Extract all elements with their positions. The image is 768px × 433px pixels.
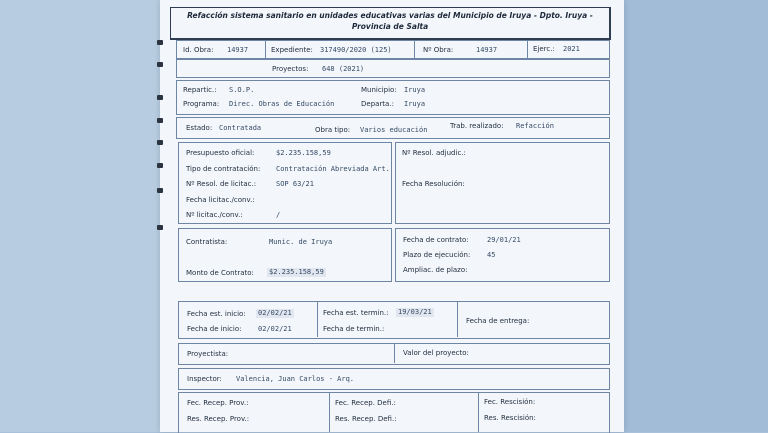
res-recep-defi-label: Res. Recep. Defi.: — [335, 415, 397, 423]
trab-realizado-value: Refacción — [516, 122, 554, 130]
document-title: Refacción sistema sanitario en unidades educativas varias del Municipio de Iruya - Dpto. Iruya - Provincia de Salta — [170, 7, 611, 40]
expediente-label: Expediente: — [271, 46, 313, 54]
departa-label: Departa.: — [361, 100, 394, 108]
binder-hole-mark — [157, 140, 163, 145]
binder-hole-mark — [157, 118, 163, 123]
tipo-contratacion-label: Tipo de contratación: — [186, 165, 261, 173]
fecha-est-inicio-value: 02/02/21 — [258, 309, 292, 317]
inspector-label: Inspector: — [187, 375, 222, 383]
fecha-est-termin-label: Fecha est. termin.: — [323, 309, 389, 317]
divider — [394, 343, 395, 363]
resol-licitac-label: Nº Resol. de licitac.: — [186, 180, 257, 188]
inspector-value: Valencia, Juan Carlos - Arq. — [236, 375, 355, 383]
departa-value: Iruya — [404, 100, 426, 108]
obra-tipo-value: Varios educación — [360, 126, 428, 134]
municipio-value: Iruya — [404, 86, 426, 94]
blurred-background-right — [623, 0, 768, 432]
fecha-inicio-value: 02/02/21 — [258, 325, 292, 333]
fecha-resolucion-label: Fecha Resolución: — [402, 180, 465, 188]
divider — [265, 40, 266, 58]
fecha-contrato-label: Fecha de contrato: — [403, 236, 469, 244]
proyectos-row-box — [176, 58, 610, 78]
binder-hole-mark — [157, 188, 163, 193]
resol-licitac-value: SOP 63/21 — [276, 180, 314, 188]
repartic-value: S.O.P. — [229, 86, 255, 94]
ejerc-label: Ejerc.: — [533, 45, 555, 53]
resol-adjudic-label: Nº Resol. adjudic.: — [402, 149, 466, 157]
fecha-est-inicio-label: Fecha est. inicio: — [187, 310, 246, 318]
fecha-inicio-label: Fecha de inicio: — [187, 325, 242, 333]
blurred-background-left — [0, 0, 162, 432]
divider — [317, 301, 318, 337]
ejerc-value: 2021 — [563, 45, 580, 53]
res-recep-prov-label: Res. Recep. Prov.: — [187, 415, 250, 423]
divider — [414, 40, 415, 58]
fecha-est-termin-value: 19/03/21 — [398, 308, 432, 316]
tipo-contratacion-value: Contratación Abreviada Art. — [276, 165, 390, 173]
n-obra-label: Nº Obra: — [423, 46, 454, 54]
fec-recep-defi-label: Fec. Recep. Defi.: — [335, 399, 396, 407]
ampliac-plazo-label: Ampliac. de plazo: — [403, 266, 468, 274]
binder-hole-mark — [157, 40, 163, 45]
binder-hole-mark — [157, 225, 163, 230]
contratista-value: Munic. de Iruya — [269, 238, 333, 246]
id-obra-label: Id. Obra: — [183, 46, 214, 54]
estado-value: Contratada — [219, 124, 262, 132]
n-licitac-value: / — [276, 211, 281, 219]
binder-hole-mark — [157, 163, 163, 168]
divider — [527, 40, 528, 58]
fec-recep-prov-label: Fec. Recep. Prov.: — [187, 399, 249, 407]
programa-label: Programa: — [183, 100, 220, 108]
divider — [329, 392, 330, 432]
res-rescision-label: Res. Rescisión: — [484, 414, 536, 422]
plazo-ejecucion-label: Plazo de ejecución: — [403, 251, 471, 259]
n-licitac-label: Nº licitac./conv.: — [186, 211, 243, 219]
plazo-ejecucion-value: 45 — [487, 251, 496, 259]
divider — [478, 392, 479, 432]
programa-value: Direc. Obras de Educación — [229, 100, 335, 108]
monto-contrato-label: Monto de Contrato: — [186, 269, 254, 277]
proyectista-label: Proyectista: — [187, 350, 229, 358]
contratista-label: Contratista: — [186, 238, 228, 246]
expediente-value: 317490/2020 (125) — [320, 46, 392, 54]
repartic-label: Repartic.: — [183, 86, 217, 94]
divider — [457, 301, 458, 337]
fec-rescision-label: Fec. Rescisión: — [484, 398, 536, 406]
obra-tipo-label: Obra tipo: — [315, 126, 351, 134]
presupuesto-label: Presupuesto oficial: — [186, 149, 255, 157]
valor-proyecto-label: Valor del proyecto: — [403, 349, 469, 357]
proyectos-label: Proyectos: — [272, 65, 309, 73]
trab-realizado-label: Trab. realizado: — [450, 122, 504, 130]
fecha-entrega-label: Fecha de entrega: — [466, 317, 530, 325]
monto-contrato-value: $2.235.158,59 — [269, 268, 324, 276]
fecha-termin-label: Fecha de termin.: — [323, 325, 385, 333]
proyectos-value: 648 (2021) — [322, 65, 365, 73]
binder-hole-mark — [157, 62, 163, 67]
fecha-licitac-label: Fecha licitac./conv.: — [186, 196, 255, 204]
binder-hole-mark — [157, 95, 163, 100]
execution-dates-box — [178, 301, 610, 339]
fecha-contrato-value: 29/01/21 — [487, 236, 521, 244]
municipio-label: Municipio: — [361, 86, 397, 94]
n-obra-value: 14937 — [476, 46, 498, 54]
presupuesto-value: $2.235.158,59 — [276, 149, 331, 157]
id-obra-value: 14937 — [227, 46, 249, 54]
estado-label: Estado: — [186, 124, 213, 132]
